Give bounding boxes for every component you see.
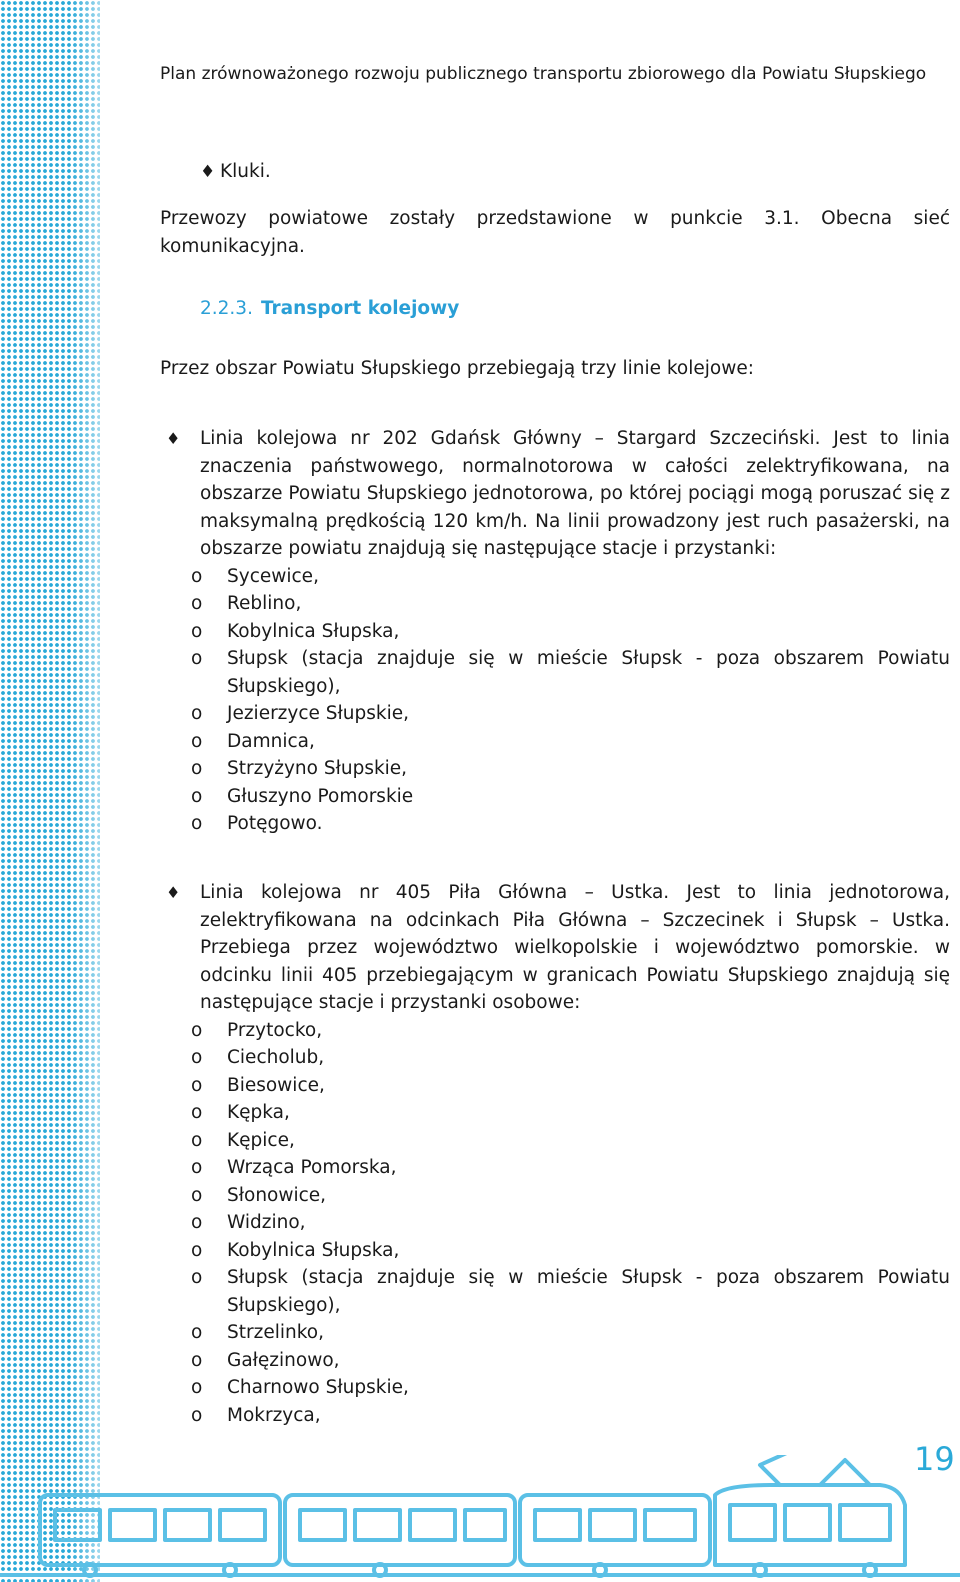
circle-bullet-icon: o (191, 758, 203, 779)
list-item: o Słonowice, (200, 1182, 950, 1210)
diamond-bullet-icon: ♦ (200, 162, 216, 182)
section-title: Transport kolejowy (260, 298, 460, 319)
bullet-item-kluki: ♦ Kluki. (160, 158, 271, 187)
list-item: o Kobylnica Słupska, (200, 1237, 950, 1265)
tram-illustration (0, 1455, 960, 1582)
list-item: o Kobylnica Słupska, (200, 618, 950, 646)
circle-bullet-icon: o (191, 1239, 203, 1261)
diamond-bullet-icon: ♦ (166, 883, 181, 902)
circle-bullet-icon: o (191, 1157, 203, 1178)
circle-bullet-icon: o (191, 1184, 203, 1206)
circle-bullet-icon: o (191, 593, 203, 614)
section-lead: Przez obszar Powiatu Słupskiego przebiegają trzy linie kolejowe: (160, 358, 754, 379)
circle-bullet-icon: o (191, 1212, 203, 1233)
list-item: o Wrząca Pomorska, (200, 1154, 950, 1182)
circle-bullet-icon: o (191, 730, 203, 752)
circle-bullet-icon: o (191, 1102, 203, 1123)
circle-bullet-icon: o (191, 1267, 203, 1288)
circle-bullet-icon: o (191, 703, 203, 724)
list-item: o Damnica, (200, 728, 950, 756)
section-number: 2.2.3. (200, 298, 253, 319)
list-item: o Gałęzinowo, (200, 1347, 950, 1375)
list-item: o Słupsk (stacja znajduje się w mieście Słupsk - poza obszarem Powiatu Słupskiego), (200, 1264, 950, 1319)
list-item: o Charnowo Słupskie, (200, 1374, 950, 1402)
list-item: o Sycewice, (200, 563, 950, 591)
circle-bullet-icon: o (191, 1322, 203, 1343)
list-item: o Potęgowo. (200, 810, 950, 838)
station-list (191, 563, 950, 838)
list-item: o Jezierzyce Słupskie, (200, 700, 950, 728)
rail-line-description: Linia kolejowa nr 202 Gdańsk Główny – Stargard Szczeciński. Jest to linia znaczenia państwowego, normalnotorowa w całości zelektryfikowana, na obszarze Powiatu Słupskiego jednotorowa, po której pociągi mogą poruszać się z maksymalną prędkością 120 km/h. Na linii prowadzony jest ruch pasażerski, na obszarze powiatu znajdują się następujące stacje i przystanki: (200, 428, 950, 559)
list-item: o Mokrzyca, (200, 1402, 950, 1430)
circle-bullet-icon: o (191, 1074, 203, 1096)
rail-line-405 (160, 879, 950, 1429)
circle-bullet-icon: o (191, 1377, 203, 1398)
circle-bullet-icon: o (191, 1129, 203, 1151)
rail-line-202 (160, 425, 950, 838)
section-heading (200, 298, 459, 319)
dotted-side-fade (0, 0, 100, 1582)
circle-bullet-icon: o (191, 1019, 203, 1041)
page-header: Plan zrównoważonego rozwoju publicznego transportu zbiorowego dla Powiatu Słupskiego (160, 64, 927, 84)
list-item: o Widzino, (200, 1209, 950, 1237)
list-item: o Kępice, (200, 1127, 950, 1155)
list-item: o Strzelinko, (200, 1319, 950, 1347)
rail-line-description: Linia kolejowa nr 405 Piła Główna – Ustka. Jest to linia jednotorowa, zelektryfikowana na odcinkach Piła Główna – Szczecinek i Słupsk – Ustka. Przebiega przez województwo wielkopolskie i województwo pomorskie. w odcinku linii 405 przebiegającym w granicach Powiatu Słupskiego znajdują się następujące stacje i przystanki osobowe: (200, 882, 950, 1013)
circle-bullet-icon: o (191, 648, 203, 669)
intro-paragraph: Przewozy powiatowe zostały przedstawione w punkcie 3.1. Obecna sieć komunikacyjna. (160, 208, 950, 257)
station-list (191, 1017, 950, 1430)
circle-bullet-icon: o (191, 565, 203, 587)
circle-bullet-icon: o (191, 620, 203, 642)
list-item: o Głuszyno Pomorskie (200, 783, 950, 811)
list-item: o Strzyżyno Słupskie, (200, 755, 950, 783)
list-item: o Przytocko, (200, 1017, 950, 1045)
diamond-bullet-icon: ♦ (166, 429, 181, 448)
circle-bullet-icon: o (191, 1349, 203, 1371)
circle-bullet-icon: o (191, 785, 203, 807)
page-number: 19 (914, 1440, 955, 1478)
list-item: o Słupsk (stacja znajduje się w mieście Słupsk - poza obszarem Powiatu Słupskiego), (200, 645, 950, 700)
circle-bullet-icon: o (191, 1047, 203, 1068)
list-item: o Ciecholub, (200, 1044, 950, 1072)
circle-bullet-icon: o (191, 813, 203, 834)
circle-bullet-icon: o (191, 1404, 203, 1426)
list-item: o Biesowice, (200, 1072, 950, 1100)
list-item: o Reblino, (200, 590, 950, 618)
list-item: o Kępka, (200, 1099, 950, 1127)
